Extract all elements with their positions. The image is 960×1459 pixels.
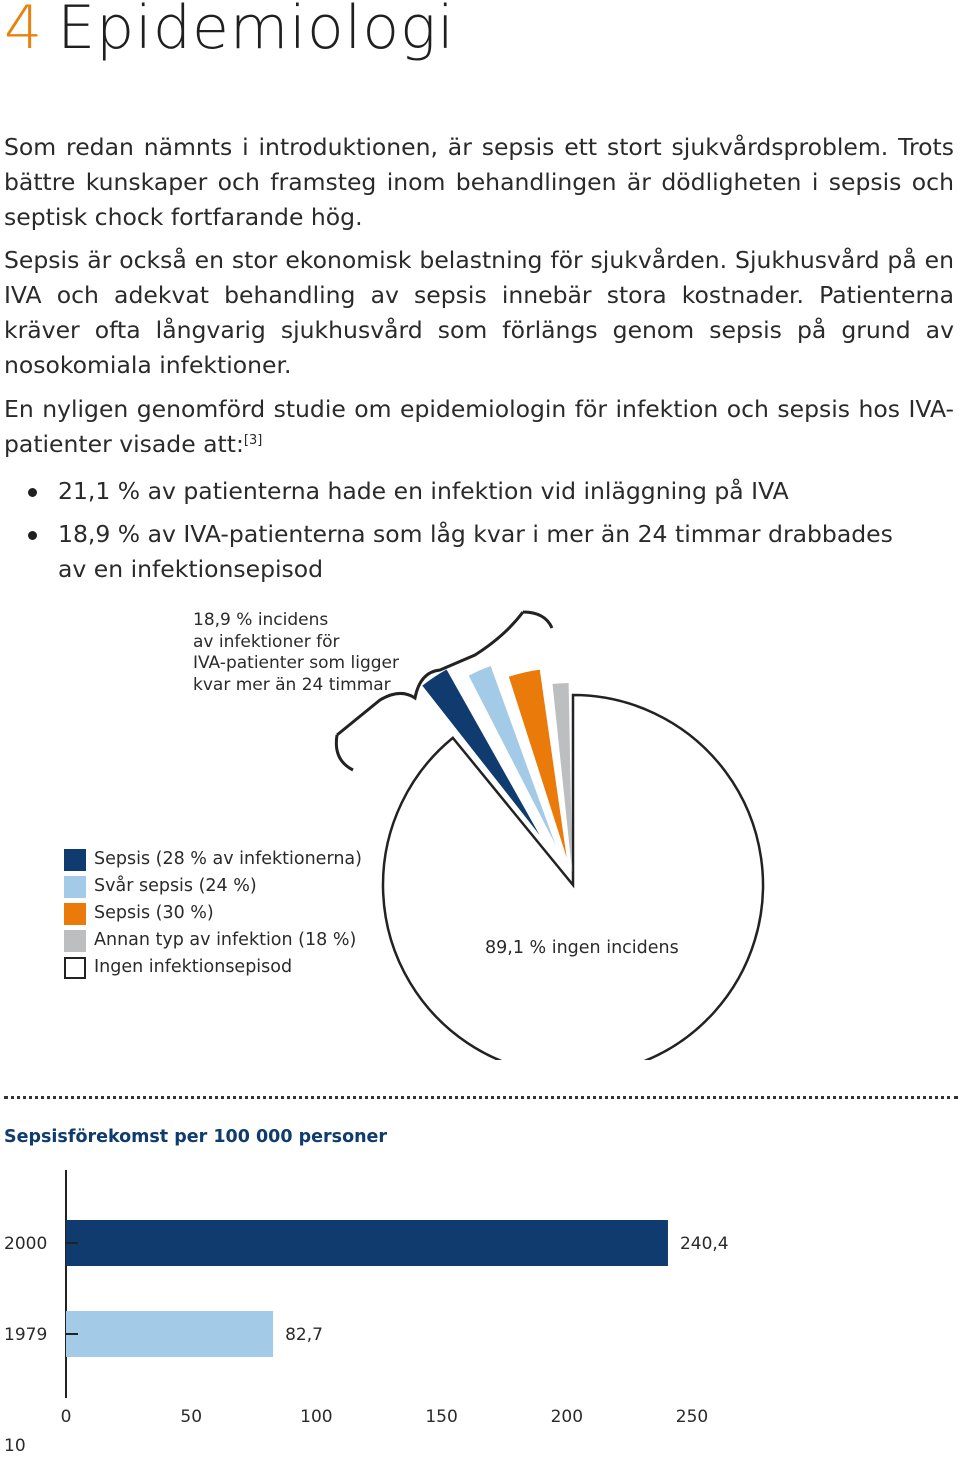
category-label: 2000 [4, 1234, 48, 1254]
annotation-line: kvar mer än 24 timmar [193, 674, 391, 695]
pie-chart [0, 600, 960, 1060]
reference-marker: [3] [243, 433, 263, 448]
bullet-dot [28, 531, 37, 540]
legend-swatch [64, 930, 86, 952]
bullet-list [28, 474, 928, 595]
study-text: En nyligen genomförd studie om epidemiologin för infektion och sepsis hos IVA-patienter visade att: [4, 395, 954, 458]
legend-item [64, 954, 362, 981]
pie-slice-label: 89,1 % ingen incidens [485, 938, 679, 958]
list-item [28, 474, 928, 509]
category-label: 1979 [4, 1325, 48, 1345]
bullet-text: 21,1 % av patienterna hade en infektion vid inläggning på IVA [58, 477, 789, 505]
legend-label: Ingen infektionsepisod [94, 957, 293, 977]
x-tick-label: 150 [425, 1407, 458, 1427]
page-heading [4, 0, 455, 64]
pie-legend [64, 846, 362, 981]
legend-label: Sepsis (30 %) [94, 903, 214, 923]
legend-item [64, 873, 362, 900]
legend-swatch [64, 849, 86, 871]
legend-item [64, 927, 362, 954]
pie-slice-other-infection [553, 683, 573, 873]
chapter-number: 4 [4, 0, 44, 63]
bullet-text: 18,9 % av IVA-patienterna som låg kvar i mer än 24 timmar drabbades av en infektionsepisod [58, 520, 893, 583]
page-number: 10 [4, 1436, 26, 1456]
x-tick-label: 250 [675, 1407, 709, 1427]
x-tick-label: 200 [550, 1407, 584, 1427]
section-divider [4, 1096, 958, 1099]
chapter-title: Epidemiologi [57, 0, 455, 63]
list-item [28, 517, 928, 587]
bar-1979 [66, 1311, 273, 1357]
paragraph-study [4, 392, 954, 462]
legend-swatch [64, 957, 86, 979]
pie-slice-no-incidence [383, 695, 763, 1060]
annotation-line: IVA-patienter som ligger [193, 653, 399, 673]
bullet-dot [28, 488, 37, 497]
brace-top [523, 612, 552, 628]
x-tick-label: 100 [300, 1407, 333, 1427]
legend-swatch [64, 876, 86, 898]
legend-item [64, 900, 362, 927]
bar-2000 [66, 1220, 668, 1266]
annotation-line: av infektioner för [193, 631, 340, 652]
bar-value-label: 240,4 [679, 1234, 729, 1254]
bar-chart [0, 1160, 960, 1430]
legend-label: Sepsis (28 % av infektionerna) [94, 849, 362, 869]
paragraph-economic: Sepsis är också en stor ekonomisk belastning för sjukvården. Sjukhusvård på en IVA och adekvat behandling av sepsis innebär stora kostnader. Patienterna kräver ofta långvarig sjukhusvård som förlängs genom sepsis på grund av nosokomiala infektioner. [4, 246, 954, 379]
legend-label: Annan typ av infektion (18 %) [94, 930, 357, 950]
legend-label: Svår sepsis (24 %) [94, 876, 257, 896]
brace-bottom [336, 735, 353, 770]
annotation-line: 18,9 % incidens [193, 610, 329, 630]
bar-value-label: 82,7 [285, 1325, 323, 1345]
paragraph-intro: Som redan nämnts i introduktionen, är sepsis ett stort sjukvårdsproblem. Trots bättre kunskaper och framsteg inom behandlingen är dödligheten i sepsis och septisk chock fortfarande hög. [4, 133, 954, 231]
legend-swatch [64, 903, 86, 925]
x-tick-label: 50 [180, 1407, 203, 1427]
bar-chart-title: Sepsisförekomst per 100 000 personer [4, 1127, 388, 1147]
x-tick-label: 0 [60, 1407, 72, 1427]
legend-item [64, 846, 362, 873]
